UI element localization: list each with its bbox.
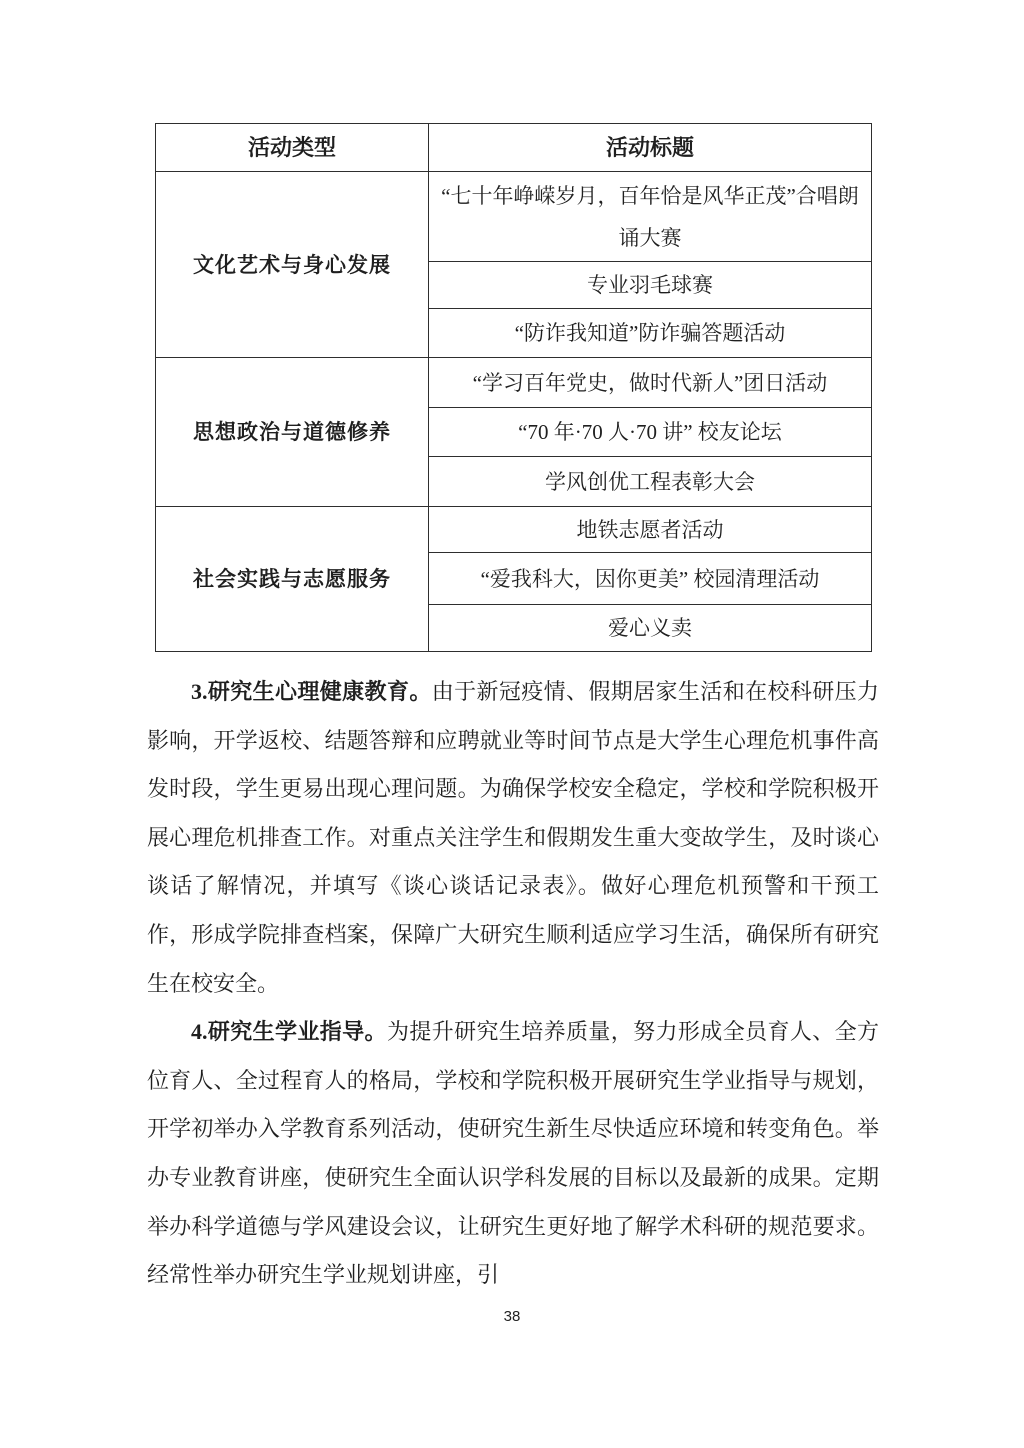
activity-item-cell: 学风创优工程表彰大会 xyxy=(429,457,872,507)
paragraph-academic-guidance-lead: 4.研究生学业指导。 xyxy=(191,1019,387,1045)
table-row xyxy=(156,172,872,262)
activity-item-cell: “防诈我知道”防诈骗答题活动 xyxy=(429,309,872,358)
activity-type-cell: 社会实践与志愿服务 xyxy=(156,507,429,652)
table-row xyxy=(156,507,872,553)
activity-item-cell: 爱心义卖 xyxy=(429,605,872,652)
paragraph-academic-guidance xyxy=(147,1008,879,1300)
activity-item-cell: 地铁志愿者活动 xyxy=(429,507,872,553)
activity-item-cell: “70 年·70 人·70 讲” 校友论坛 xyxy=(429,408,872,457)
activity-type-cell: 思想政治与道德修养 xyxy=(156,358,429,507)
page-number: 38 xyxy=(503,1308,521,1325)
paragraph-psych-education-body: 由于新冠疫情、假期居家生活和在校科研压力影响，开学返校、结题答辩和应聘就业等时间节点是大学生心理危机事件高发时段，学生更易出现心理问题。为确保学校安全稳定，学校和学院积极开展心理危机排查工作。对重点关注学生和假期发生重大变故学生，及时谈心谈话了解情况，并填写《谈心谈话记录表》。做好心理危机预警和干预工作，形成学院排查档案，保障广大研究生顺利适应学习生活，确保所有研究生在校安全。 xyxy=(147,679,879,996)
activity-type-header: 活动类型 xyxy=(156,124,429,172)
paragraph-academic-guidance-body: 为提升研究生培养质量，努力形成全员育人、全方位育人、全过程育人的格局，学校和学院积极开展研究生学业指导与规划，开学初举办入学教育系列活动，使研究生新生尽快适应环境和转变角色。举办专业教育讲座，使研究生全面认识学科发展的目标以及最新的成果。定期举办科学道德与学风建设会议，让研究生更好地了解学术科研的规范要求。经常性举办研究生学业规划讲座，引 xyxy=(147,1019,879,1288)
activity-item-cell: “学习百年党史，做时代新人”团日活动 xyxy=(429,358,872,408)
paragraph-psych-education xyxy=(147,668,879,1008)
activity-item-cell: “七十年峥嵘岁月，百年恰是风华正茂”合唱朗诵大赛 xyxy=(429,172,872,262)
activity-item-cell: 专业羽毛球赛 xyxy=(429,262,872,309)
activity-type-cell: 文化艺术与身心发展 xyxy=(156,172,429,358)
table-row xyxy=(156,358,872,408)
table-header-row xyxy=(156,124,872,172)
activity-item-cell: “爱我科大，因你更美” 校园清理活动 xyxy=(429,553,872,605)
activities-table xyxy=(155,123,872,652)
body-text xyxy=(147,668,879,1300)
paragraph-psych-education-lead: 3.研究生心理健康教育。 xyxy=(191,679,432,704)
activity-title-header: 活动标题 xyxy=(429,124,872,172)
